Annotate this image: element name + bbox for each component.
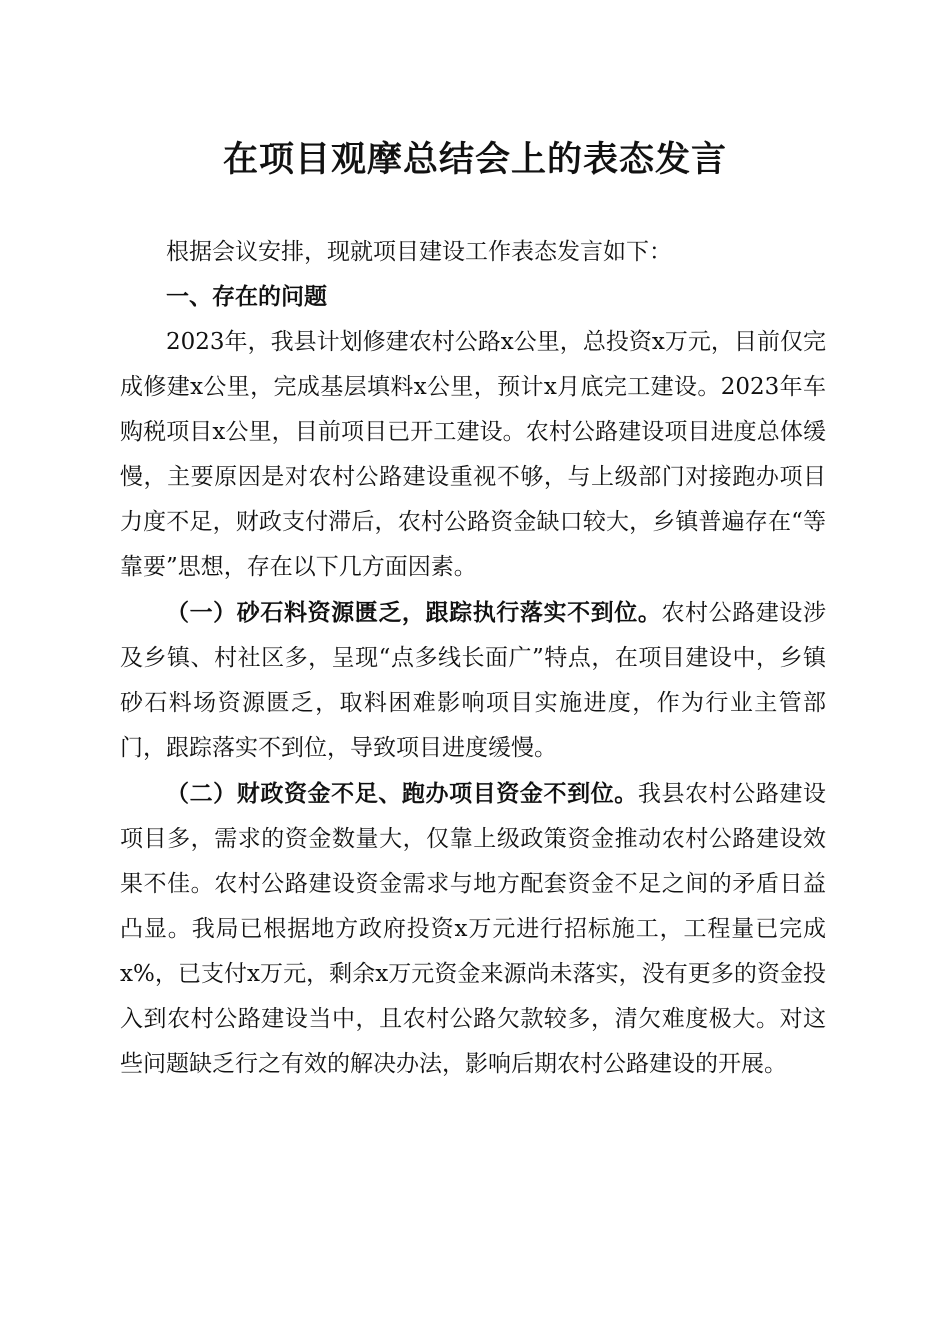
item-1-paragraph — [120, 590, 826, 771]
item-1-heading: （一）砂石料资源匮乏，跟踪执行落实不到位。 — [166, 599, 662, 626]
intro-paragraph: 根据会议安排，现就项目建设工作表态发言如下： — [166, 239, 672, 265]
item-2-heading: （二）财政资金不足、跑办项目资金不到位。 — [166, 780, 638, 807]
section-paragraph-problems: 2023年，我县计划修建农村公路x公里，总投资x万元，目前仅完成修建x公里，完成基层填料x公里，预计x月底完工建设。2023年车购税项目x公里，目前项目已开工建设。农村公路建设项目进度总体缓慢，主要原因是对农村公路建设重视不够，与上级部门对接跑办项目力度不足，财政支付滞后，农村公路资金缺口较大，乡镇普遍存在“等靠要”思想，存在以下几方面因素。 — [120, 329, 826, 580]
document-title: 在项目观摩总结会上的表态发言 — [222, 139, 727, 180]
section-heading-problems: 一、存在的问题 — [166, 284, 327, 310]
document-body — [120, 230, 826, 1087]
item-2-text: 我县农村公路建设项目多，需求的资金数量大，仅靠上级政策资金推动农村公路建设效果不佳。农村公路建设资金需求与地方配套资金不足之间的矛盾日益凸显。我局已根据地方政府投资x万元进行招标施工，工程量已完成x%，已支付x万元，剩余x万元资金来源尚未落实，没有更多的资金投入到农村公路建设当中，且农村公路欠款较多，清欠难度极大。对这些问题缺乏行之有效的解决办法，影响后期农村公路建设的开展。 — [120, 781, 827, 1077]
item-1-text: 农村公路建设涉及乡镇、村社区多，呈现“点多线长面广”特点，在项目建设中，乡镇砂石料场资源匮乏，取料困难影响项目实施进度，作为行业主管部门，跟踪落实不到位，导致项目进度缓慢。 — [120, 600, 827, 761]
item-2-paragraph — [120, 771, 826, 1087]
